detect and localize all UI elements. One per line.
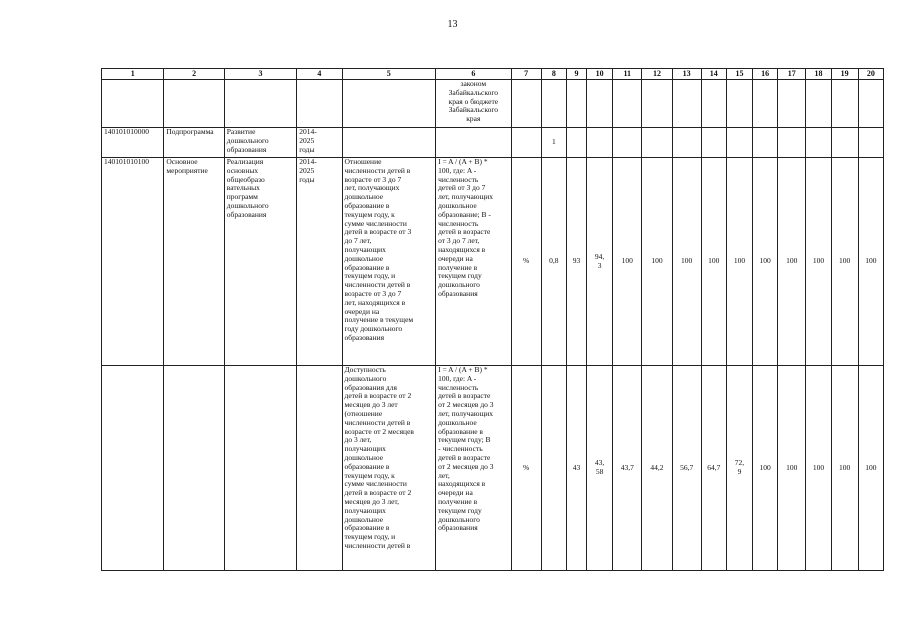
value-cell: 100	[831, 158, 858, 366]
header-cell: 6	[436, 69, 511, 80]
indicator-cell: Отношение численности детей в возрасте от 3 до 7 лет, получающих дошкольное образование в текущем году, к сумме численности детей в возрасте от 3 до 7 лет, получающих дошкольное образование в текущем году, и численности детей в возрасте от 3 до 7 лет, находящихся в очереди на получение в текущем году дошкольного образования	[342, 158, 436, 366]
name-cell: Реализация основных общеобразо вательных программ дошкольного образования	[224, 158, 296, 366]
type-cell: Основное мероприятие	[164, 158, 224, 366]
value-cell: 100	[858, 158, 883, 366]
value-cell: 64,7	[701, 366, 726, 571]
name-cell: Развитие дошкольного образования	[224, 128, 296, 158]
header-cell: 2	[164, 69, 224, 80]
table-row-continuation	[102, 80, 884, 128]
unit-cell: %	[511, 158, 541, 366]
header-cell: 19	[831, 69, 858, 80]
value-cell: 93	[566, 158, 586, 366]
page-number: 13	[447, 19, 458, 30]
code-cell: 140101010100	[102, 158, 164, 366]
header-cell: 14	[701, 69, 726, 80]
header-cell: 4	[297, 69, 342, 80]
header-cell: 1	[102, 69, 164, 80]
value-cell: 56,7	[672, 366, 701, 571]
value-cell: 100	[642, 158, 672, 366]
value-cell: 72, 9	[726, 366, 752, 571]
header-cell: 15	[726, 69, 752, 80]
header-cell: 9	[566, 69, 586, 80]
value-cell: 100	[858, 366, 883, 571]
value-cell	[541, 366, 566, 571]
header-cell: 5	[342, 69, 436, 80]
value-cell: 43, 58	[587, 366, 613, 571]
formula-cell: I = A / (A + B) * 100, где: A - численность детей в возрасте от 2 месяцев до 3 лет, получающих дошкольное образование в текущем году; B - численность детей в возрасте от 2 месяцев до 3 лет, находящихся в очереди на получение в текущем году дошкольного образования	[436, 366, 511, 571]
value-cell: 44,2	[642, 366, 672, 571]
value-cell: 100	[753, 366, 778, 571]
value-cell: 43,7	[613, 366, 642, 571]
value-cell: 100	[806, 158, 831, 366]
value-cell: 100	[726, 158, 752, 366]
type-cell: Подпрограмма	[164, 128, 224, 158]
value-cell: 100	[806, 366, 831, 571]
header-cell: 13	[672, 69, 701, 80]
formula-cell: I = A / (A + B) * 100, где: A - численность детей от 3 до 7 лет, получающих дошкольное образование; B - численность детей в возрасте от 3 до 7 лет, находящихся в очереди на получение в текущем году дошкольного образования	[436, 158, 511, 366]
value-cell: 0,8	[541, 158, 566, 366]
table-row-subprogram	[102, 128, 884, 158]
value-cell: 100	[778, 366, 806, 571]
header-cell: 16	[753, 69, 778, 80]
header-cell: 20	[858, 69, 883, 80]
unit-cell: %	[511, 366, 541, 571]
value-cell: 100	[672, 158, 701, 366]
value-cell: 94, 3	[587, 158, 613, 366]
header-cell: 8	[541, 69, 566, 80]
indicators-table	[101, 68, 884, 571]
value-cell: 100	[831, 366, 858, 571]
indicator-cell: Доступность дошкольного образования для детей в возрасте от 2 месяцев до 3 лет (отношение численности детей в возрасте от 2 месяцев до 3 лет, получающих дошкольное образование в текущем году, к сумме численности детей в возрасте от 2 месяцев до 3 лет, получающих дошкольное образование в текущем году, и численности детей в	[342, 366, 436, 571]
table-row-preschool-access	[102, 366, 884, 571]
years-cell: 2014- 2025 годы	[297, 158, 342, 366]
header-cell: 17	[778, 69, 806, 80]
header-cell: 11	[613, 69, 642, 80]
value-cell: 100	[753, 158, 778, 366]
header-cell: 7	[511, 69, 541, 80]
header-cell: 10	[587, 69, 613, 80]
value-cell: 100	[613, 158, 642, 366]
value-cell: 1	[541, 128, 566, 158]
budget-law-text: законом Забайкальского края о бюджете Забайкальского края	[436, 80, 511, 128]
header-row	[102, 69, 884, 80]
value-cell: 43	[566, 366, 586, 571]
header-cell: 3	[224, 69, 296, 80]
table-row-main-activity	[102, 158, 884, 366]
value-cell: 100	[701, 158, 726, 366]
code-cell: 140101010000	[102, 128, 164, 158]
years-cell: 2014- 2025 годы	[297, 128, 342, 158]
value-cell: 100	[778, 158, 806, 366]
header-cell: 12	[642, 69, 672, 80]
header-cell: 18	[806, 69, 831, 80]
